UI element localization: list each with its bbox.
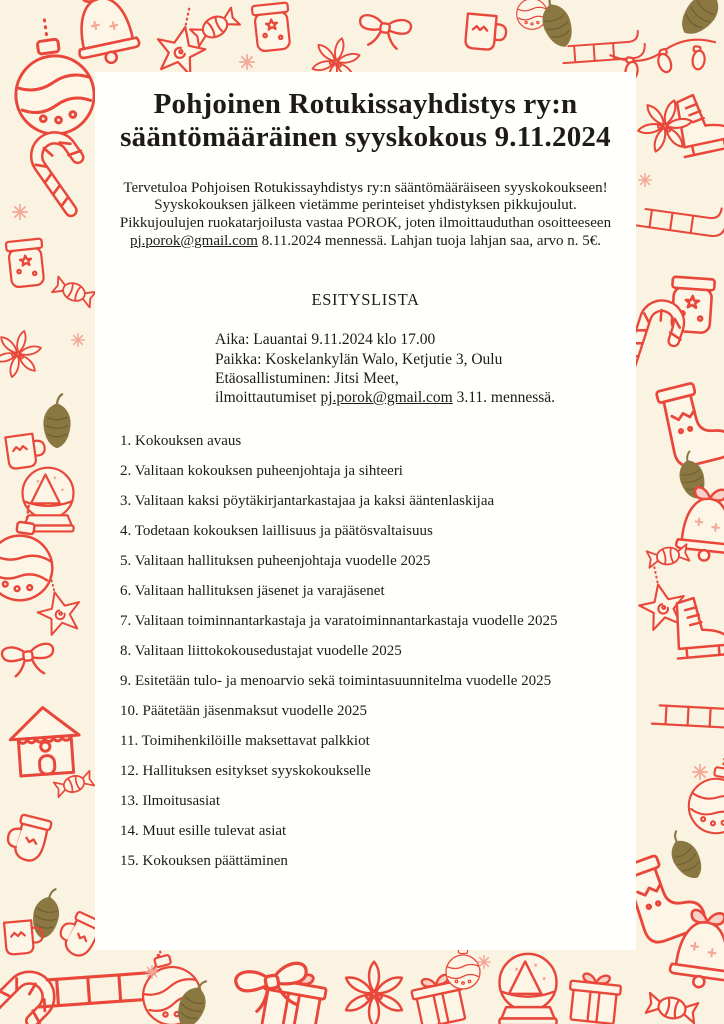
ribbon-bow-icon: [1, 643, 55, 677]
registration-text-before: ilmoittautumiset: [215, 388, 321, 406]
content-panel: [95, 72, 636, 950]
pinecone-icon: [674, 0, 724, 41]
sleigh-icon: [637, 197, 724, 238]
agenda-item: 11. Toimihenkilöille maksettavat palkkiot: [120, 733, 370, 750]
pinecone-icon: [30, 886, 63, 940]
ice-skate-icon: [673, 594, 724, 659]
agenda-item: 6. Valitaan hallituksen jäsenet ja varajäsenet: [120, 583, 385, 600]
mug-icon: [465, 14, 507, 52]
registration-email-link[interactable]: pj.porok@gmail.com: [320, 388, 453, 406]
bauble-icon: [517, 0, 548, 29]
bell-icon: [67, 0, 142, 69]
snowflake-icon: [240, 55, 254, 69]
bauble-icon: [684, 749, 724, 837]
meeting-time: Aika: Lauantai 9.11.2024 klo 17.00: [215, 331, 436, 349]
agenda-item: 10. Päätetään jäsenmaksut vuodelle 2025: [120, 703, 368, 720]
title-line-2: sääntömääräinen syyskokous 9.11.2024: [120, 120, 611, 153]
candy-cane-icon: [0, 966, 61, 1024]
poinsettia-icon: [344, 962, 405, 1024]
intro-text-before: Tervetuloa Pohjoisen Rotukissayhdistys ry:n sääntömääräiseen syyskokoukseen! Syyskokouksen jälkeen vietämme perinteiset yhdistyksen pikkujoulut. Pikkujoulujen ruokatarjoilusta vastaa POROK, joten ilmoittauduthan osoitteeseen: [119, 179, 612, 231]
mug-icon: [5, 432, 47, 469]
agenda-item: 8. Valitaan liittokokousedustajat vuodelle 2025: [120, 643, 402, 660]
snowflake-icon: [72, 334, 85, 347]
meeting-remote: Etäosallistuminen: Jitsi Meet,: [215, 369, 399, 387]
sleigh-icon: [652, 693, 724, 728]
meeting-place: Paikka: Koskelankylän Walo, Ketjutie 3, Oulu: [215, 350, 503, 368]
mitten-icon: [4, 812, 52, 864]
snowflake-icon: [639, 174, 652, 187]
agenda-list: [95, 432, 636, 870]
meeting-registration: [215, 388, 616, 407]
agenda-item: 13. Ilmoitusasiat: [120, 793, 220, 810]
agenda-item: 14. Muut esille tulevat asiat: [120, 823, 287, 840]
page-title: [105, 88, 626, 154]
snow-globe-icon: [23, 468, 74, 532]
candy-icon: [646, 993, 698, 1023]
pinecone-icon: [44, 394, 70, 448]
agenda-item: 5. Valitaan hallituksen puheenjohtaja vuodelle 2025: [120, 553, 431, 570]
registration-text-after: 3.11. mennessä.: [452, 388, 556, 406]
agenda-item: 4. Todetaan kokouksen laillisuus ja päätösvaltaisuus: [120, 523, 433, 540]
meeting-details: [215, 330, 616, 407]
agenda-item: 2. Valitaan kokouksen puheenjohtaja ja sihteeri: [120, 463, 403, 480]
agenda-item: 15. Kokouksen päättäminen: [120, 853, 288, 870]
snow-globe-icon: [500, 954, 557, 1024]
pinecone-icon: [661, 828, 708, 884]
agenda-heading: ESITYSLISTA: [311, 290, 420, 310]
intro-email-link[interactable]: pj.porok@gmail.com: [129, 232, 258, 249]
gingerbread-house-icon: [8, 705, 81, 776]
title-line-1: Pohjoinen Rotukissayhdistys ry:n: [153, 88, 578, 120]
snowflake-icon: [478, 956, 491, 969]
poinsettia-icon: [0, 325, 46, 383]
agenda-item: 1. Kokouksen avaus: [120, 433, 242, 450]
agenda-item: 9. Esitetään tulo- ja menoarvio sekä toimintasuunnitelma vuodelle 2025: [120, 673, 552, 690]
intro-paragraph: [116, 180, 615, 251]
stocking-icon: [656, 377, 724, 469]
snowflake-icon: [693, 765, 707, 779]
snowflake-icon: [13, 205, 27, 219]
star-jar-icon: [6, 238, 46, 287]
ribbon-bow-icon: [357, 14, 412, 50]
agenda-item: 7. Valitaan toiminnantarkastaja ja varatoiminnantarkastaja vuodelle 2025: [120, 613, 558, 630]
agenda-item: 12. Hallituksen esitykset syyskokoukselle: [120, 763, 371, 780]
candy-icon: [52, 277, 96, 308]
agenda-item: 3. Valitaan kaksi pöytäkirjantarkastajaa ja kaksi ääntenlaskijaa: [120, 493, 495, 510]
snowflake-icon: [146, 966, 159, 979]
star-jar-icon: [252, 2, 292, 51]
candy-cane-icon: [25, 127, 105, 213]
intro-text-after: 8.11.2024 mennessä. Lahjan tuoja lahjan saa, arvo n. 5€.: [257, 232, 602, 249]
gift-box-icon: [567, 972, 622, 1024]
candy-icon: [190, 8, 240, 47]
candy-icon: [647, 544, 690, 568]
